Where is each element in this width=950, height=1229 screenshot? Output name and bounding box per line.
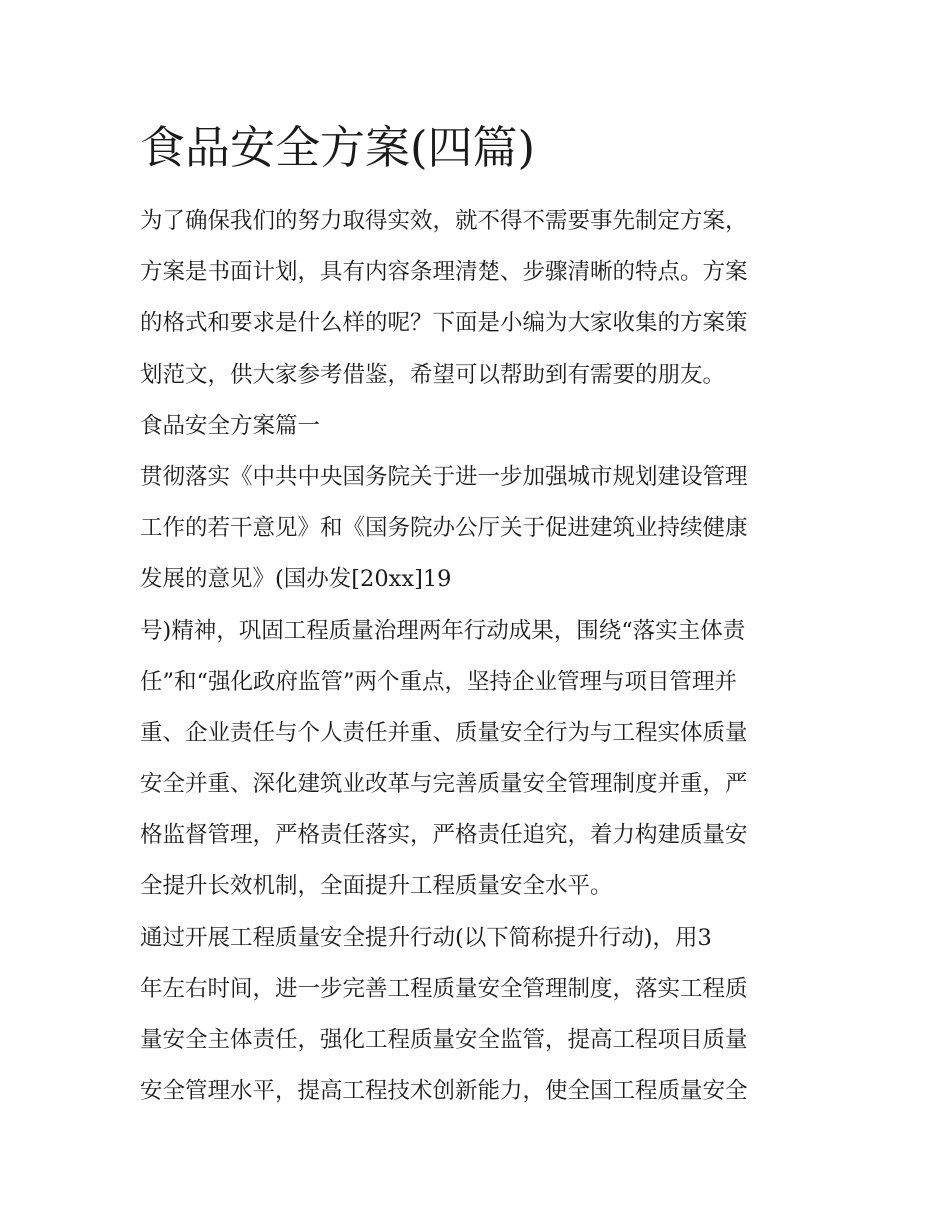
text-line-13: 格监督管理，严格责任落实，严格责任追究，着力构建质量安 — [140, 822, 748, 849]
section-heading: 食品安全方案篇一 — [140, 412, 321, 439]
text-line-17: 量安全主体责任，强化工程质量安全监管，提高工程项目质量 — [140, 1027, 748, 1053]
text-line-8: 发展的意见》(国办发[20xx]19 — [140, 566, 452, 593]
text-line-10: 任”和“强化政府监管”两个重点，坚持企业管理与项目管理并 — [140, 668, 738, 695]
text-line-4: 划范文，供大家参考借鉴，希望可以帮助到有需要的朋友。 — [140, 361, 726, 388]
text-line-6: 贯彻落实《中共中央国务院关于进一步加强城市规划建设管理 — [140, 463, 748, 490]
text-line-7: 工作的若干意见》和《国务院办公厅关于促进建筑业持续健康 — [140, 515, 748, 542]
text-line-14: 全提升长效机制，全面提升工程质量安全水平。 — [140, 873, 613, 900]
text-line-9: 号)精神，巩固工程质量治理两年行动成果，围绕“落实主体责 — [140, 617, 746, 644]
document-title: 食品安全方案(四篇) — [140, 121, 536, 174]
text-line-11: 重、企业责任与个人责任并重、质量安全行为与工程实体质量 — [140, 719, 748, 746]
document-body — [140, 196, 830, 1117]
text-line-2: 方案是书面计划，具有内容条理清楚、步骤清晰的特点。方案 — [140, 259, 748, 286]
text-line-1: 为了确保我们的努力取得实效，就不得不需要事先制定方案， — [140, 208, 748, 234]
text-line-3: 的格式和要求是什么样的呢？下面是小编为大家收集的方案策 — [140, 310, 748, 337]
text-line-15: 通过开展工程质量安全提升行动(以下简称提升行动)，用3 — [140, 924, 712, 951]
text-line-12: 安全并重、深化建筑业改革与完善质量安全管理制度并重，严 — [140, 771, 748, 798]
text-line-16: 年左右时间，进一步完善工程质量安全管理制度，落实工程质 — [140, 975, 748, 1002]
text-line-18: 安全管理水平，提高工程技术创新能力，使全国工程质量安全 — [140, 1078, 748, 1105]
